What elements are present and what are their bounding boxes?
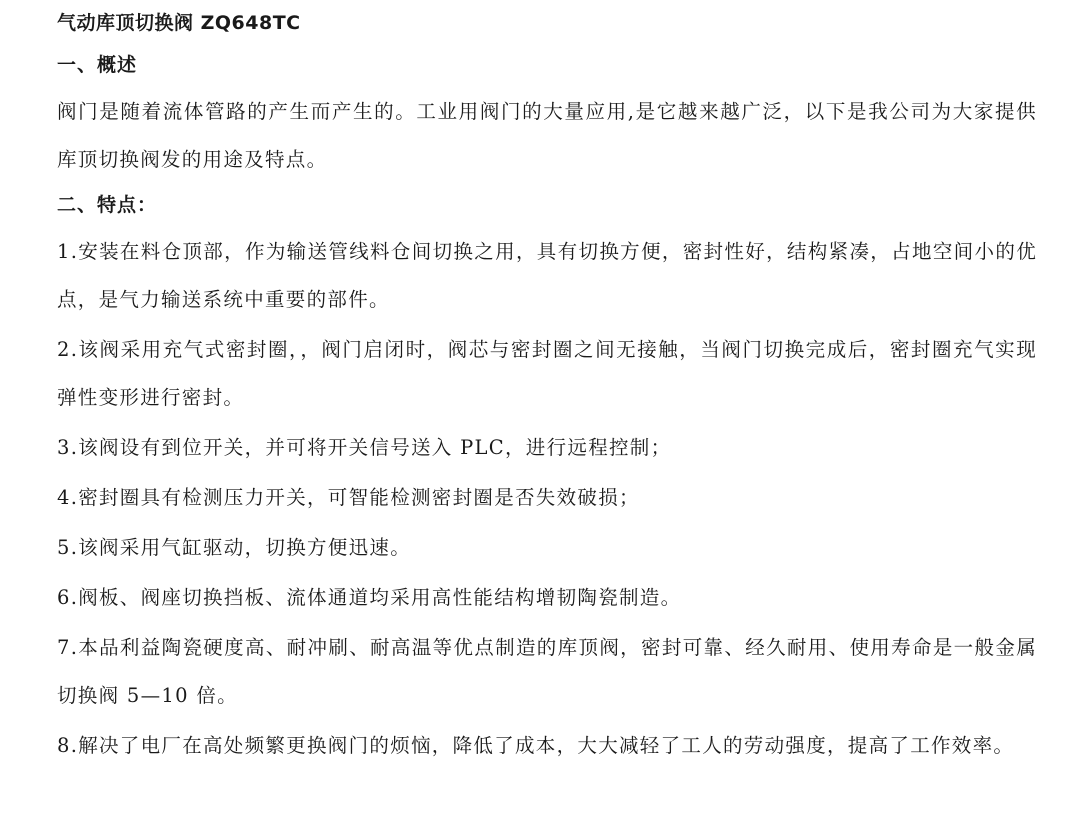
feature-item-7: 7.本品利益陶瓷硬度高、耐冲刷、耐高温等优点制造的库顶阀，密封可靠、经久耐用、使用寿命是一般金属切换阀 5—10 倍。 xyxy=(57,636,1037,707)
feature-item-1: 1.安装在料仓顶部，作为输送管线料仓间切换之用，具有切换方便，密封性好，结构紧凑，占地空间小的优点，是气力输送系统中重要的部件。 xyxy=(57,240,1037,311)
section-heading-overview: 一、概述 xyxy=(57,54,138,76)
feature-item-8: 8.解决了电厂在高处频繁更换阀门的烦恼，降低了成本，大大减轻了工人的劳动强度，提高了工作效率。 xyxy=(57,734,1015,757)
document-body xyxy=(57,6,1037,772)
feature-item-6: 6.阀板、阀座切换挡板、流体通道均采用高性能结构增韧陶瓷制造。 xyxy=(57,586,682,609)
feature-item-2: 2.该阀采用充气式密封圈，，阀门启闭时，阀芯与密封圈之间无接触，当阀门切换完成后，密封圈充气实现弹性变形进行密封。 xyxy=(57,338,1037,409)
feature-item-4: 4.密封圈具有检测压力开关，可智能检测密封圈是否失效破损； xyxy=(57,486,640,509)
overview-paragraph: 阀门是随着流体管路的产生而产生的。工业用阀门的大量应用,是它越来越广泛，以下是我公司为大家提供库顶切换阀发的用途及特点。 xyxy=(57,100,1037,171)
document-title: 气动库顶切换阀 ZQ648TC xyxy=(57,12,301,34)
feature-item-3: 3.该阀设有到位开关，并可将开关信号送入 PLC，进行远程控制； xyxy=(57,436,672,459)
section-heading-features: 二、特点： xyxy=(57,194,158,216)
feature-item-5: 5.该阀采用气缸驱动，切换方便迅速。 xyxy=(57,536,412,559)
